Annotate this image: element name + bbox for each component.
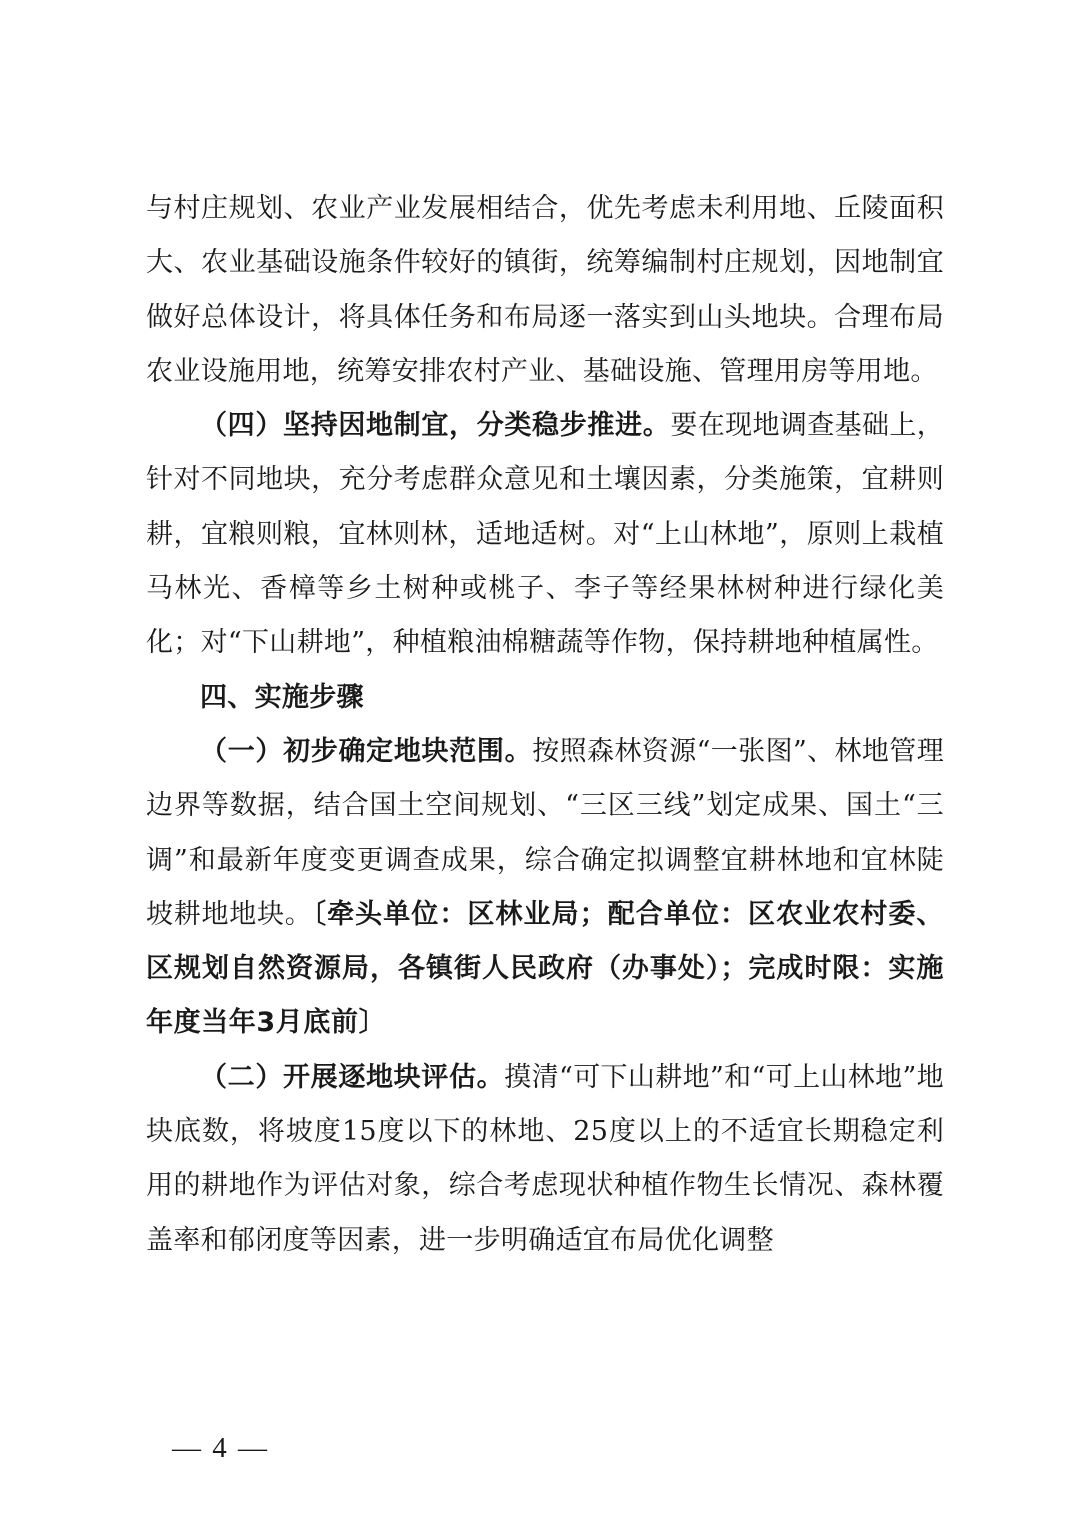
page-number: — 4 — [172,1432,269,1464]
paragraph-lead: （四）坚持因地制宜，分类稳步推进。 [200,410,671,442]
paragraph-step-1 [146,725,944,1051]
paragraph-text: 按照森林资源“一张图”、林地管理边界等数据，结合国土空间规划、“三区三线”划定成果、国土“三调”和最新年度变更调查成果，综合确定拟调整宜耕林地和宜林陡坡耕地地块。 [146,735,944,930]
section-heading: 四、实施步骤 [200,681,364,713]
responsibility-note: 〔牵头单位：区林业局；配合单位：区农业农村委、区规划自然资源局，各镇街人民政府（办事处）；完成时限：实施年度当年3月底前〕 [146,898,944,1039]
paragraph-lead: （一）初步确定地块范围。 [200,735,533,767]
paragraph-continued [146,182,944,399]
paragraph-text: 与村庄规划、农业产业发展相结合，优先考虑未利用地、丘陵面积大、农业基础设施条件较好的镇街，统筹编制村庄规划，因地制宜做好总体设计，将具体任务和布局逐一落实到山头地块。合理布局农业设施用地，统筹安排农村产业、基础设施、管理用房等用地。 [146,193,944,387]
paragraph-section-4 [146,399,944,670]
paragraph-lead: （二）开展逐地块评估。 [200,1061,505,1093]
paragraph-step-2 [146,1051,944,1268]
paragraph-text: 要在现地调查基础上，针对不同地块，充分考虑群众意见和土壤因素，分类施策，宜耕则耕，宜粮则粮，宜林则林，适地适树。对“上山林地”，原则上栽植马林光、香樟等乡土树种或桃子、李子等经果林树种进行绿化美化；对“下山耕地”，种植粮油棉糖蔬等作物，保持耕地种植属性。 [146,410,944,659]
paragraph-text: 摸清“可下山耕地”和“可上山林地”地块底数，将坡度15度以下的林地、25度以上的不适宜长期稳定利用的耕地作为评估对象，综合考虑现状种植作物生长情况、森林覆盖率和郁闭度等因素，进一步明确适宜布局优化调整 [146,1061,944,1256]
body-text [146,182,944,1268]
